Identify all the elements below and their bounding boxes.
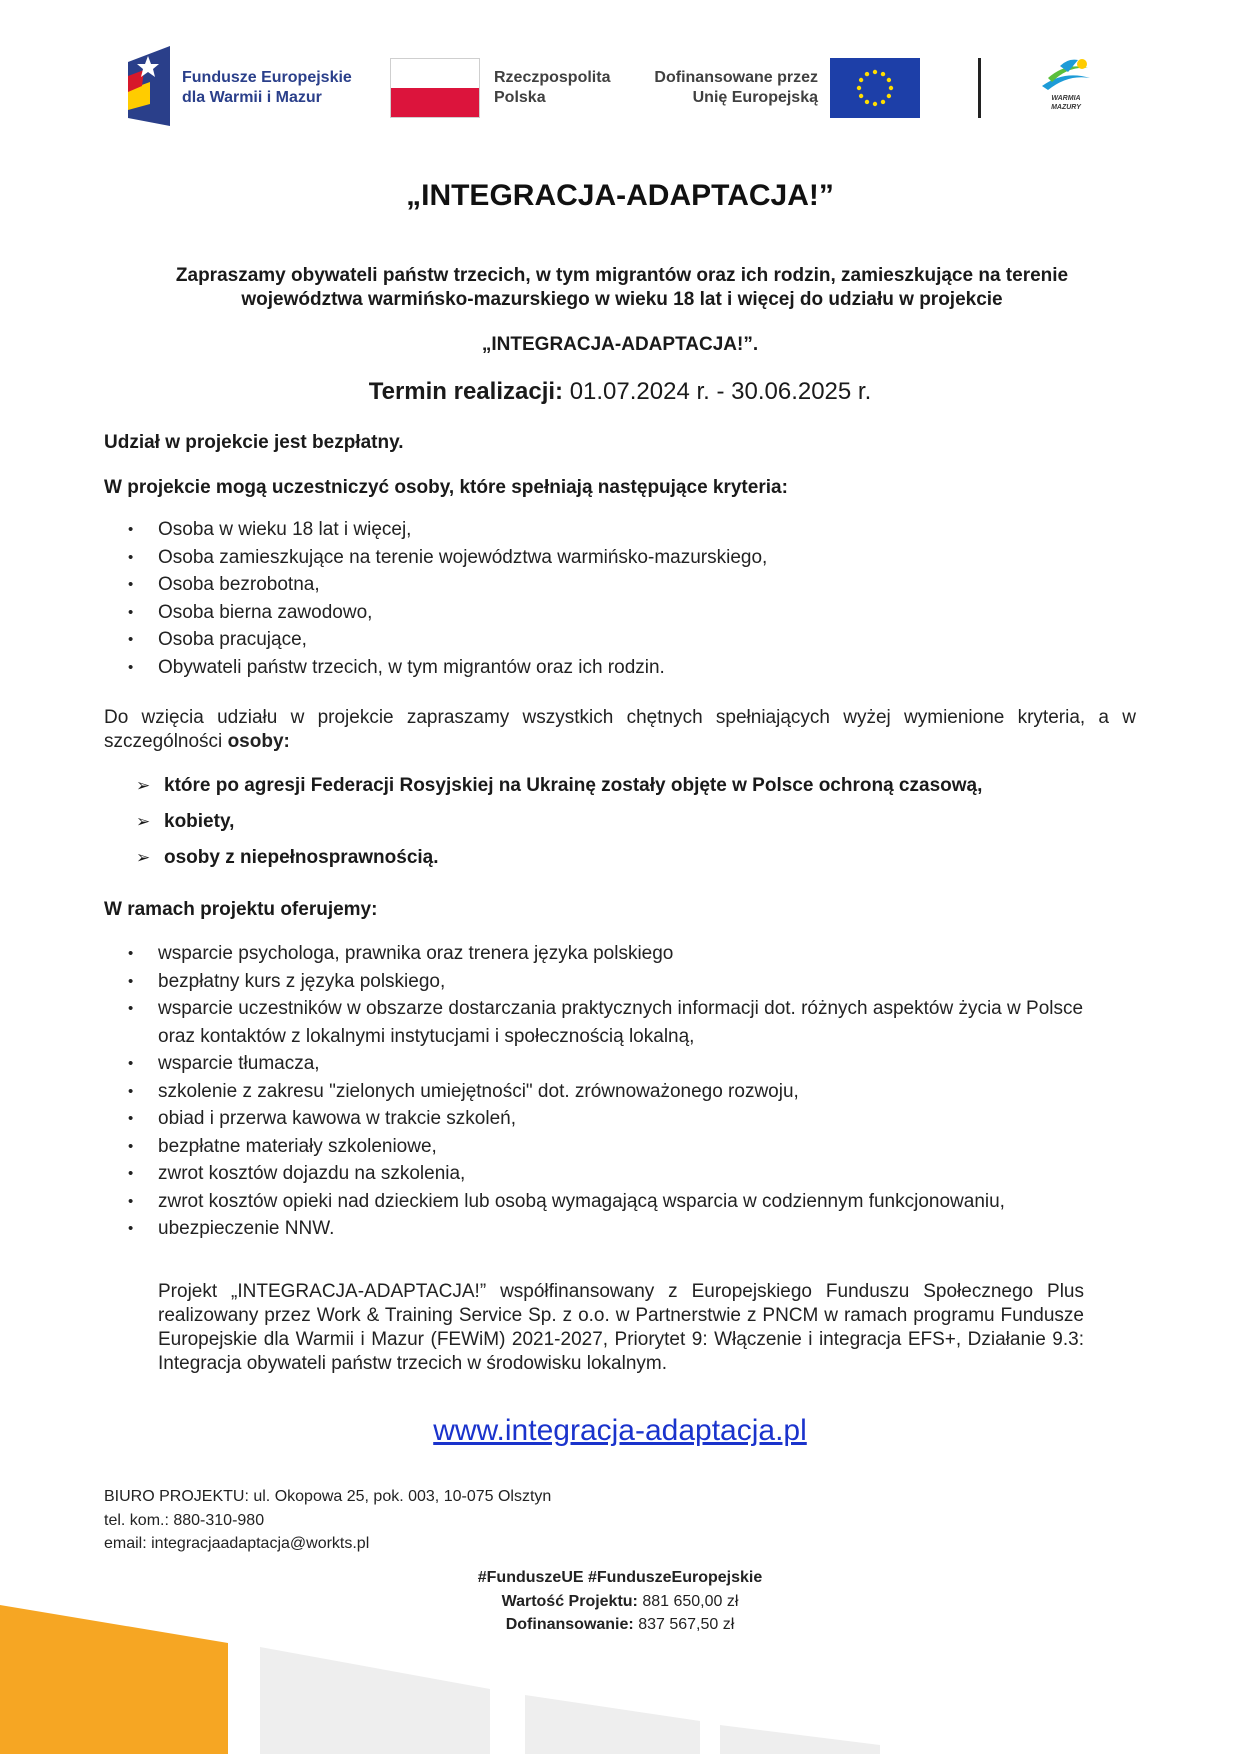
deco-orange-shape (0, 1605, 228, 1754)
term-line (104, 377, 1136, 407)
list-item: ➢ które po agresji Federacji Rosyjskiej na Ukrainę zostały objęte w Polsce ochroną czasową, (104, 768, 982, 804)
deco-gray-shape-3 (720, 1725, 880, 1754)
term-value: 01.07.2024 r. - 30.06.2025 r. (569, 378, 872, 405)
intro-project-name: „INTEGRACJA-ADAPTACJA!”. (481, 334, 759, 355)
logo-rzeczpospolita-polska (390, 58, 620, 118)
invite-text: Do wzięcia udziału w projekcie zapraszamy wszystkich chętnych spełniających wyżej wymienione kryteria, a w szczególności (104, 707, 1136, 752)
pl-logo-line2: Polska (494, 89, 546, 106)
list-item: • ubezpieczenie NNW. (104, 1215, 1104, 1243)
list-item: • Osoba bierna zawodowo, (104, 599, 767, 627)
page-title: „INTEGRACJA-ADAPTACJA!” (406, 179, 834, 212)
term-label: Termin realizacji: (368, 378, 564, 405)
list-item: • zwrot kosztów dojazdu na szkolenia, (104, 1160, 1104, 1188)
fe-logo-line1: Fundusze Europejskie (182, 69, 352, 86)
list-item: ➢ kobiety, (104, 804, 982, 840)
wm-logo-line1: WARMIA (1051, 95, 1081, 102)
criteria-list (104, 516, 767, 681)
logo-fundusze-europejskie (128, 46, 368, 126)
eu-logo-line1: Dofinansowane przez (654, 69, 818, 86)
wm-logo-line2: MAZURY (1051, 104, 1081, 111)
free-participation-note: Udział w projekcie jest bezpłatny. (104, 432, 404, 453)
offer-heading: W ramach projektu oferujemy: (104, 899, 378, 920)
office-email: email: integracjaadaptacja@workts.pl (104, 1535, 370, 1552)
list-item: • szkolenie z zakresu "zielonych umiejętności" dot. zrównoważonego rozwoju, (104, 1078, 1104, 1106)
eu-flag-icon (830, 58, 920, 118)
priority-list (104, 768, 982, 876)
polish-flag-red (391, 88, 479, 117)
list-item: • wsparcie psychologa, prawnika oraz trenera języka polskiego (104, 940, 1104, 968)
website-line (104, 1413, 1136, 1449)
office-phone: tel. kom.: 880-310-980 (104, 1511, 265, 1529)
list-item: • Osoba w wieku 18 lat i więcej, (104, 516, 767, 544)
warmia-mazury-emblem-icon (1038, 56, 1094, 94)
invite-paragraph (104, 706, 1136, 754)
website-link[interactable]: www.integracja-adaptacja.pl (433, 1414, 807, 1447)
intro-text: Zapraszamy obywateli państw trzecich, w tym migrantów oraz ich rodzin, zamieszkujące na terenie województwa warmińsko-mazurskiego w wieku 18 lat i więcej do udziału w projekcie (175, 265, 1069, 310)
list-item: ➢ osoby z niepełnosprawnością. (104, 840, 982, 876)
eu-logo-line2: Unię Europejską (692, 89, 818, 106)
fe-logo-line2: dla Warmii i Mazur (182, 89, 322, 106)
criteria-heading: W projekcie mogą uczestniczyć osoby, które spełniają następujące kryteria: (104, 477, 788, 498)
pl-logo-text (494, 68, 610, 108)
project-value-label: Wartość Projektu: (501, 1592, 638, 1610)
list-item: • obiad i przerwa kawowa w trakcie szkoleń, (104, 1105, 1104, 1133)
project-funding-note: Projekt „INTEGRACJA-ADAPTACJA!” współfinansowany z Europejskiego Funduszu Społecznego Plus realizowany przez Work & Training Service Sp. z o.o. w Partnerstwie z PNCM w ramach programu Fundusze Europejskie dla Warmii i Mazur (FEWiM) 2021-2027, Priorytet 9: Włączenie i integracja EFS+, Działanie 9.3: Integracja obywateli państw trzecich w środowisku lokalnym. (158, 1281, 1084, 1374)
funding-label: Dofinansowanie: (505, 1616, 634, 1633)
logo-warmia-mazury (1030, 56, 1102, 122)
list-item: • wsparcie uczestników w obszarze dostarczania praktycznych informacji dot. różnych aspektów życia w Polsce oraz kontaktów z lokalnymi instytucjami i społecznością lokalną, (104, 995, 1104, 1050)
polish-flag-icon (390, 58, 480, 118)
deco-gray-shape-2 (525, 1695, 700, 1754)
list-item: • Osoba pracujące, (104, 626, 767, 654)
list-item: • bezpłatne materiały szkoleniowe, (104, 1133, 1104, 1161)
list-item: • wsparcie tłumacza, (104, 1050, 1104, 1078)
invite-bold: osoby: (227, 731, 290, 752)
footer-decoration (0, 1592, 1240, 1754)
logo-eu-cofinanced (648, 58, 920, 120)
funding-value: 837 567,50 zł (638, 1616, 735, 1633)
pl-logo-line1: Rzeczpospolita (494, 69, 611, 86)
fe-logo-text (182, 68, 352, 108)
list-item: • Obywateli państw trzecich, w tym migrantów oraz ich rodzin. (104, 654, 767, 682)
list-item: • Osoba bezrobotna, (104, 571, 767, 599)
project-office (104, 1485, 551, 1556)
offer-list (104, 940, 1104, 1243)
hashtags: #FunduszeUE #FunduszeEuropejskie (477, 1569, 763, 1586)
project-value: 881 650,00 zł (642, 1592, 739, 1610)
fe-emblem-icon (128, 46, 170, 126)
list-item: • bezpłatny kurs z języka polskiego, (104, 968, 1104, 996)
office-address: BIURO PROJEKTU: ul. Okopowa 25, pok. 003, 10-075 Olsztyn (104, 1488, 552, 1505)
deco-gray-shape-1 (260, 1647, 490, 1754)
logo-separator (978, 58, 981, 118)
eu-logo-text (648, 68, 818, 108)
list-item: • Osoba zamieszkujące na terenie województwa warmińsko-mazurskiego, (104, 544, 767, 572)
wm-logo-text (1030, 94, 1102, 112)
list-item: • zwrot kosztów opieki nad dzieckiem lub osobą wymagającą wsparcia w codziennym funkcjonowaniu, (104, 1188, 1104, 1216)
polish-flag-white (391, 59, 479, 88)
